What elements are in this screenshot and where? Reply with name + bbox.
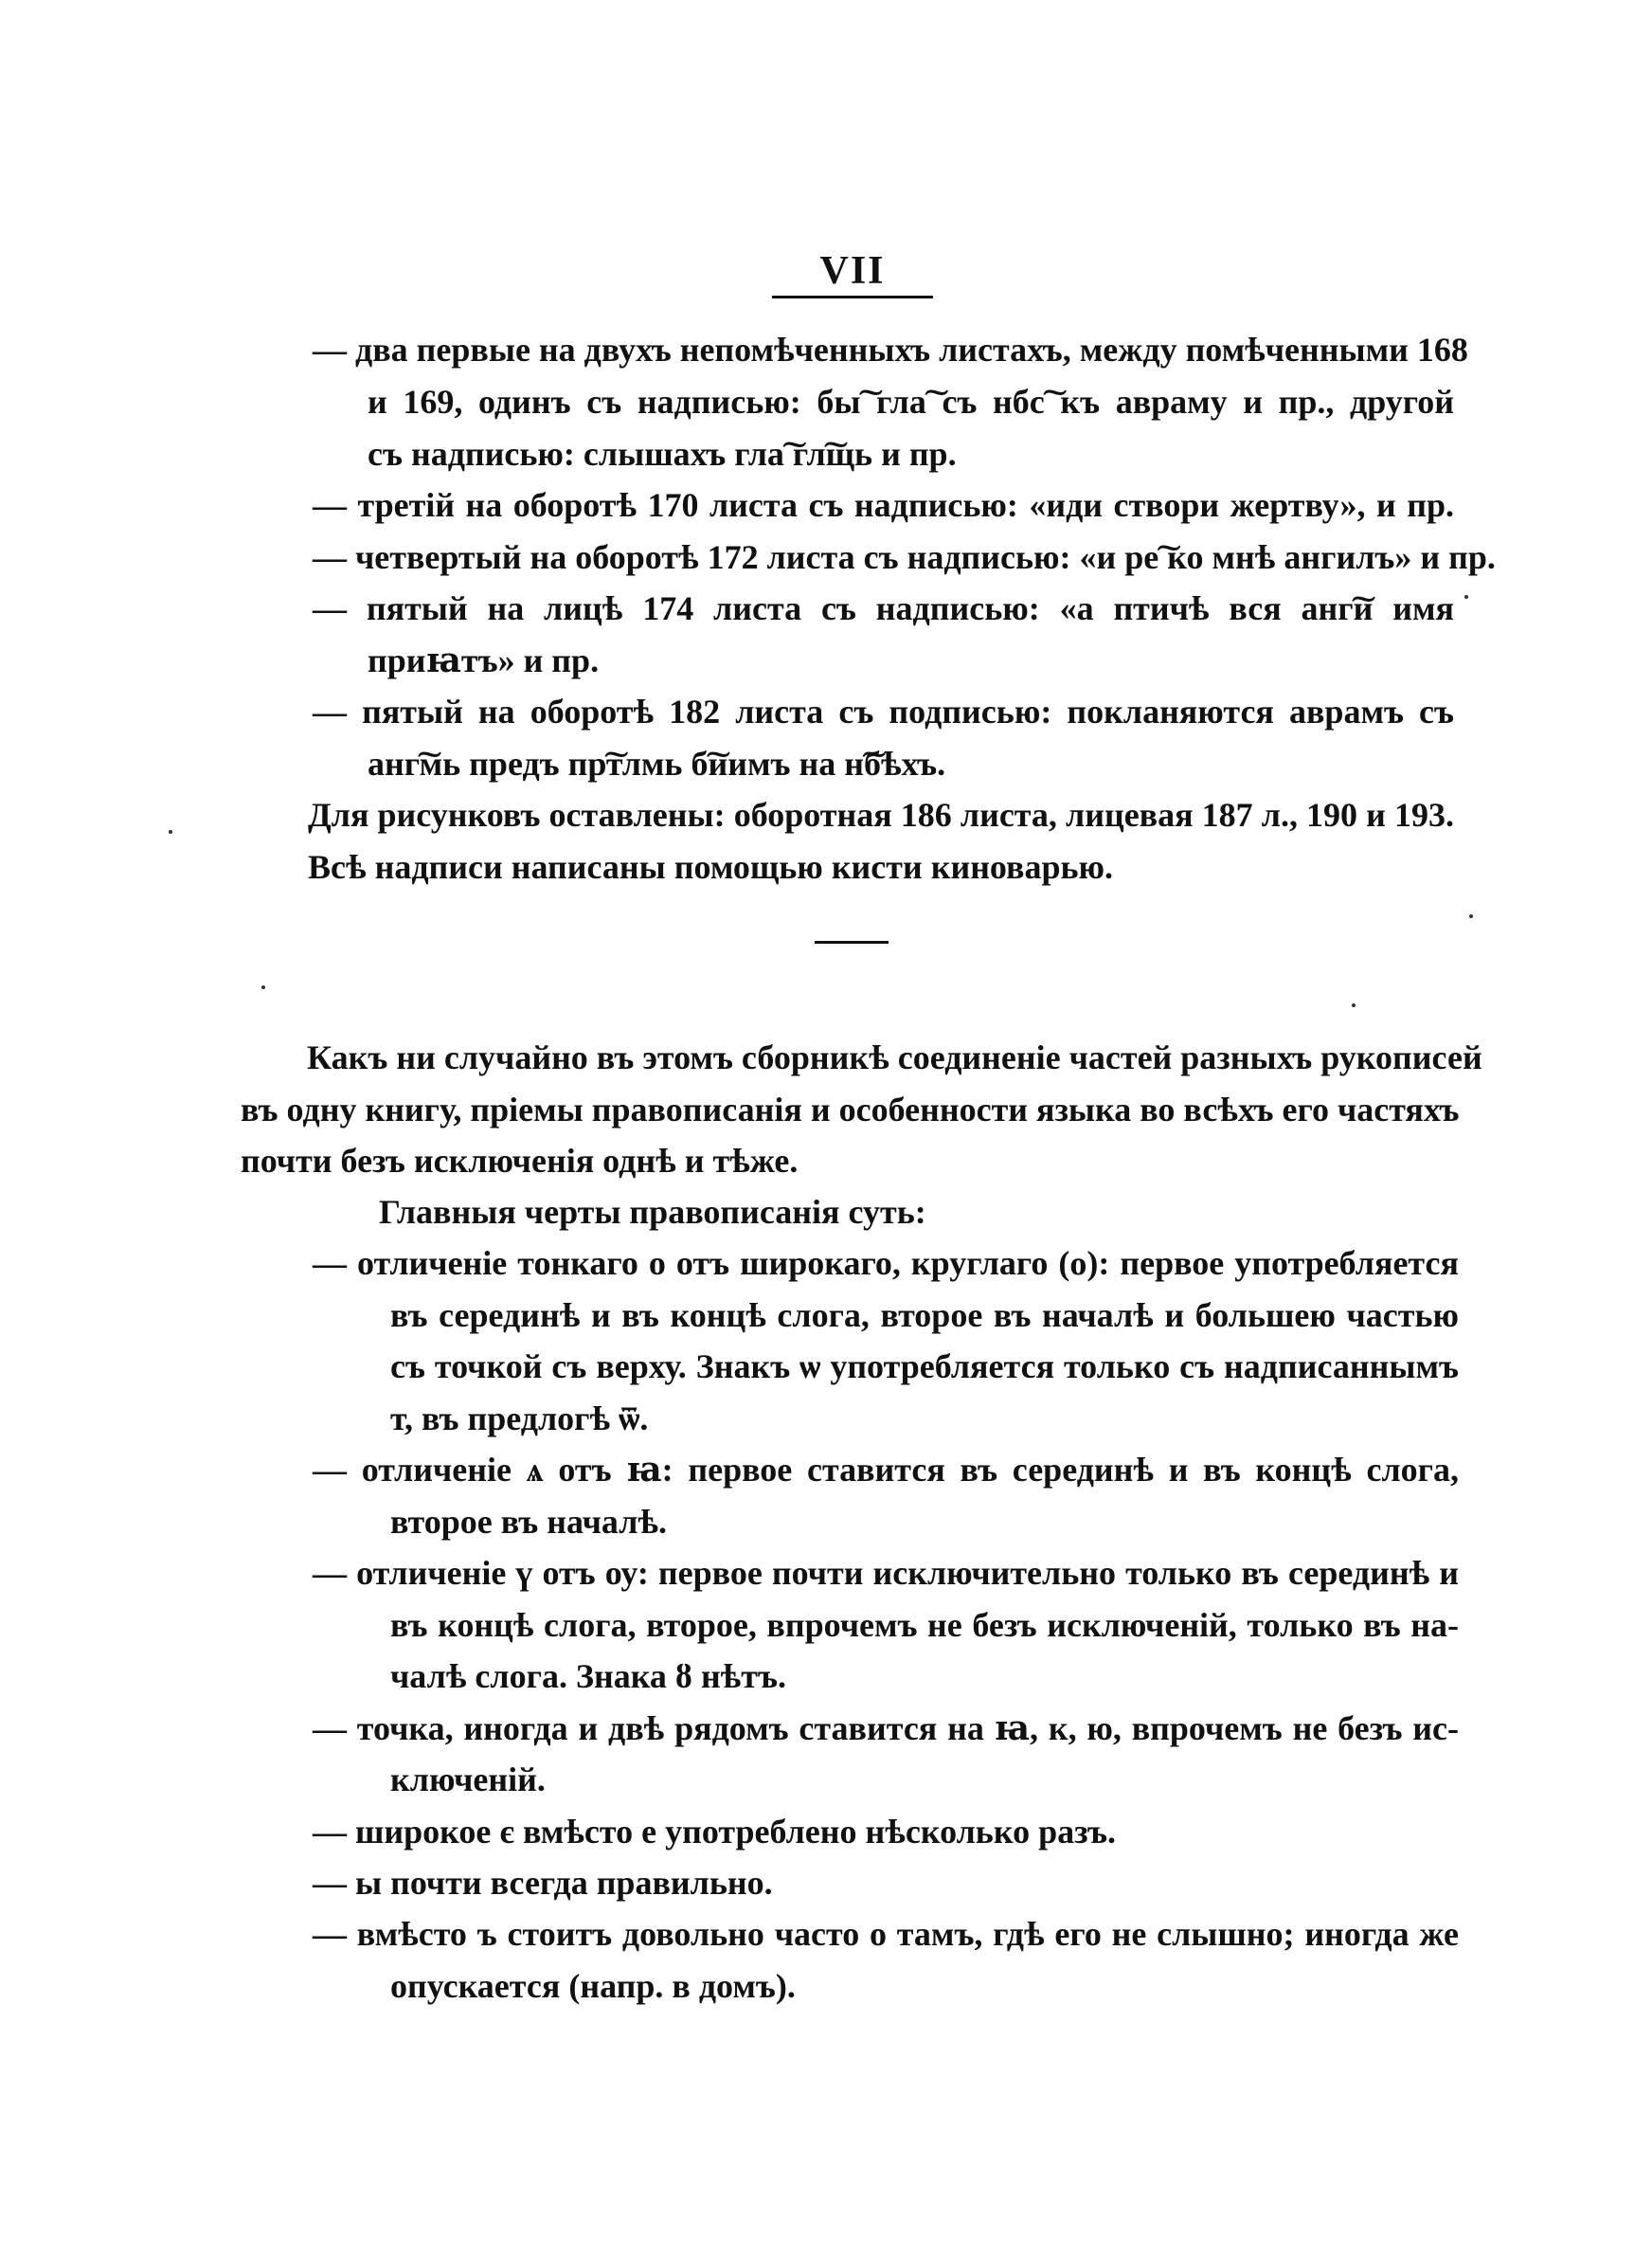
scan-speck (169, 830, 172, 834)
list-item-line: ключеній. (390, 1760, 546, 1798)
list-item-line: — отличеніе ѧ отъ ꙗ: первое ставится въ серединѣ и въ концѣ слога, (313, 1451, 1459, 1489)
list-item-line: — точка, иногда и двѣ рядомъ ставится на ꙗ, к, ю, впрочемъ не безъ ис- (313, 1709, 1459, 1747)
section-subheading: Главныя черты правописанія суть: (379, 1193, 926, 1231)
list-item-line: т, въ предлогѣ ѿ. (390, 1399, 649, 1437)
list-item-line: съ надписью: слышахъ гла͠ гл͠щь и пр. (368, 435, 957, 473)
list-item-line: анг͠мь предъ пр͠тлмь б͠иимъ на н͠бѣхъ. (368, 745, 946, 783)
scan-speck (1469, 914, 1473, 918)
list-item-line: — третій на оборотѣ 170 листа съ надписью: «иди створи жертву», и пр. (313, 486, 1454, 524)
list-item-line: — пятый на оборотѣ 182 листа съ подписью: покланяются аврамъ съ (313, 693, 1454, 731)
list-item-line: — пятый на лицѣ 174 листа съ надписью: «а птичѣ вся анг͠и имя (313, 589, 1454, 627)
list-item-line: съ точкой съ верху. Знакъ ѡ употребляется только съ надписаннымъ (390, 1347, 1459, 1385)
list-item-line: чалѣ слога. Знака ȣ нѣтъ. (390, 1657, 786, 1695)
note-line: Для рисунковъ оставлены: оборотная 186 листа, лицевая 187 л., 190 и 193. (308, 796, 1454, 834)
list-item-line: приꙗтъ» и пр. (368, 641, 600, 679)
list-item-line: — два первые на двухъ непомѣченныхъ листахъ, между помѣченными 168 (313, 331, 1468, 369)
list-item-line: — ы почти всегда правильно. (313, 1864, 773, 1902)
section-separator (815, 941, 889, 944)
paragraph-line: почти безъ исключенія однѣ и тѣже. (241, 1142, 799, 1180)
scan-speck (1352, 1003, 1356, 1007)
note-line: Всѣ надписи написаны помощью кисти киноварью. (308, 848, 1114, 886)
list-item-line: второе въ началѣ. (390, 1503, 668, 1541)
list-item-line: въ серединѣ и въ концѣ слога, второе въ началѣ и большею частью (390, 1296, 1459, 1334)
list-item-line: — вмѣсто ъ стоитъ довольно часто о тамъ, гдѣ его не слышно; иногда же (313, 1915, 1459, 1953)
page-number: VII (819, 249, 886, 293)
list-item-line: въ концѣ слога, второе, впрочемъ не безъ исключеній, только въ на- (390, 1606, 1459, 1644)
list-item-line: опускается (напр. в домъ). (390, 1967, 796, 2005)
scan-speck (1464, 595, 1468, 599)
scan-speck (261, 985, 265, 989)
list-item-line: и 169, одинъ съ надписью: бы͠ гла͠ съ нбс͠ къ авраму и пр., другой (368, 383, 1454, 421)
list-item-line: — широкое є вмѣсто е употреблено нѣсколько разъ. (313, 1813, 1116, 1851)
list-item-line: — четвертый на оборотѣ 172 листа съ надписью: «и ре͠ ко мнѣ ангилъ» и пр. (313, 538, 1496, 576)
paragraph-line: Какъ ни случайно въ этомъ сборникѣ соединеніе частей разныхъ рукописей (307, 1038, 1482, 1076)
paragraph-line: въ одну книгу, пріемы правописанія и особенности языка во всѣхъ его частяхъ (241, 1091, 1460, 1128)
list-item-line: — отличеніе тонкаго о отъ широкаго, круглаго (ο): первое употребляется (313, 1244, 1459, 1282)
header-rule (772, 296, 933, 298)
list-item-line: — отличеніе ү отъ оу: первое почти исключительно только въ серединѣ и (313, 1554, 1459, 1592)
